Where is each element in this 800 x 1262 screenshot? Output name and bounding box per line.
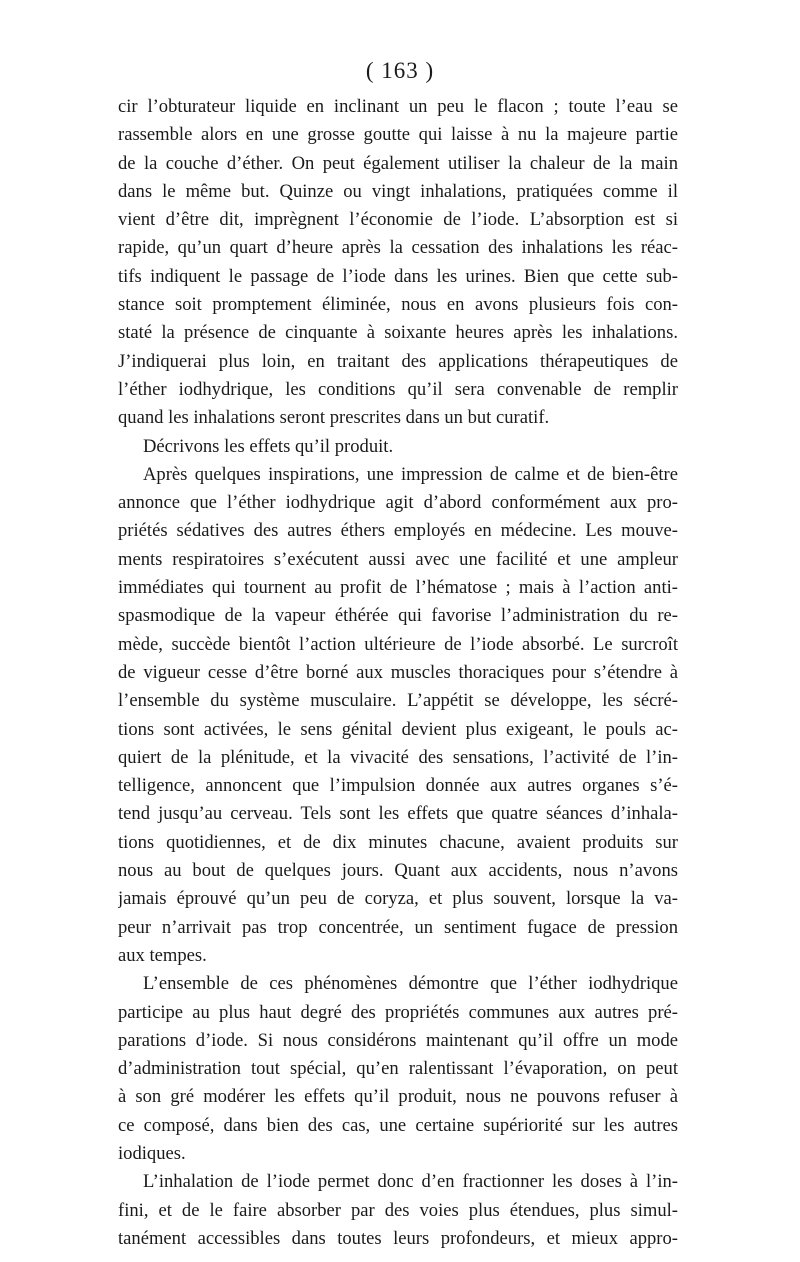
text-line: ments respiratoires s’exécutent aussi avec une facilité et une ampleur (118, 548, 678, 570)
text-line: stance soit promptement éliminée, nous en avons plusieurs fois con- (118, 294, 678, 316)
text-line: participe au plus haut degré des propriétés communes aux autres pré- (118, 1001, 678, 1023)
text-line: d’administration tout spécial, qu’en ralentissant l’évaporation, on peut (118, 1058, 678, 1080)
text-line: tions quotidiennes, et de dix minutes chacune, avaient produits sur (118, 831, 678, 853)
text-line: fini, et de le faire absorber par des voies plus étendues, plus simul- (118, 1199, 678, 1221)
text-line: immédiates qui tournent au profit de l’hématose ; mais à l’action anti- (118, 577, 678, 599)
text-line: priétés sédatives des autres éthers employés en médecine. Les mouve- (118, 520, 678, 542)
text-line: L’inhalation de l’iode permet donc d’en fractionner les doses à l’in- (143, 1171, 678, 1193)
body-text (118, 93, 678, 1253)
text-line: tions sont activées, le sens génital devient plus exigeant, le pouls ac- (118, 718, 678, 740)
text-line: spasmodique de la vapeur éthérée qui favorise l’administration du re- (118, 605, 678, 627)
text-line: quand les inhalations seront prescrites dans un but curatif. (118, 407, 550, 429)
text-line: vient d’être dit, imprègnent l’économie de l’iode. L’absorption est si (118, 209, 678, 231)
text-line: annonce que l’éther iodhydrique agit d’abord conformément aux pro- (118, 492, 678, 514)
text-line: parations d’iode. Si nous considérons maintenant qu’il offre un mode (118, 1029, 678, 1051)
text-line: J’indiquerai plus loin, en traitant des applications thérapeutiques de (118, 350, 678, 372)
text-line: tanément accessibles dans toutes leurs profondeurs, et mieux appro- (118, 1227, 678, 1249)
text-line: tifs indiquent le passage de l’iode dans les urines. Bien que cette sub- (118, 265, 678, 287)
text-line: aux tempes. (118, 944, 207, 966)
text-line: ce composé, dans bien des cas, une certaine supériorité sur les autres (118, 1114, 678, 1136)
text-line: dans le même but. Quinze ou vingt inhalations, pratiquées comme il (118, 180, 678, 202)
text-line: peur n’arrivait pas trop concentrée, un sentiment fugace de pression (118, 916, 678, 938)
text-line: cir l’obturateur liquide en inclinant un peu le flacon ; toute l’eau se (118, 96, 678, 117)
text-line: rassemble alors en une grosse goutte qui laisse à nu la majeure partie (118, 124, 678, 146)
text-line: nous au bout de quelques jours. Quant aux accidents, nous n’avons (118, 860, 678, 882)
text-line: staté la présence de cinquante à soixante heures après les inhalations. (118, 322, 678, 344)
text-line: jamais éprouvé qu’un peu de coryza, et plus souvent, lorsque la va- (118, 888, 678, 910)
text-line: Après quelques inspirations, une impression de calme et de bien-être (143, 463, 678, 485)
text-line: de vigueur cesse d’être borné aux muscles thoraciques pour s’étendre à (118, 661, 678, 683)
text-line: iodiques. (118, 1142, 186, 1164)
text-line: mède, succède bientôt l’action ultérieure de l’iode absorbé. Le surcroît (118, 633, 678, 655)
text-line: à son gré modérer les effets qu’il produit, nous ne pouvons refuser à (118, 1086, 678, 1108)
page-number: ( 163 ) (365, 58, 435, 83)
text-line: quiert de la plénitude, et la vivacité des sensations, l’activité de l’in- (118, 746, 678, 768)
text-line: de la couche d’éther. On peut également utiliser la chaleur de la main (118, 152, 678, 174)
text-line: Décrivons les effets qu’il produit. (143, 435, 394, 457)
text-line: l’éther iodhydrique, les conditions qu’il sera convenable de remplir (118, 378, 678, 400)
text-line: rapide, qu’un quart d’heure après la cessation des inhalations les réac- (118, 237, 678, 259)
text-line: L’ensemble de ces phénomènes démontre que l’éther iodhydrique (143, 973, 678, 995)
text-line: tend jusqu’au cerveau. Tels sont les effets que quatre séances d’inhala- (118, 803, 678, 825)
text-line: l’ensemble du système musculaire. L’appétit se développe, les sécré- (118, 690, 678, 712)
text-line: telligence, annoncent que l’impulsion donnée aux autres organes s’é- (118, 775, 678, 797)
